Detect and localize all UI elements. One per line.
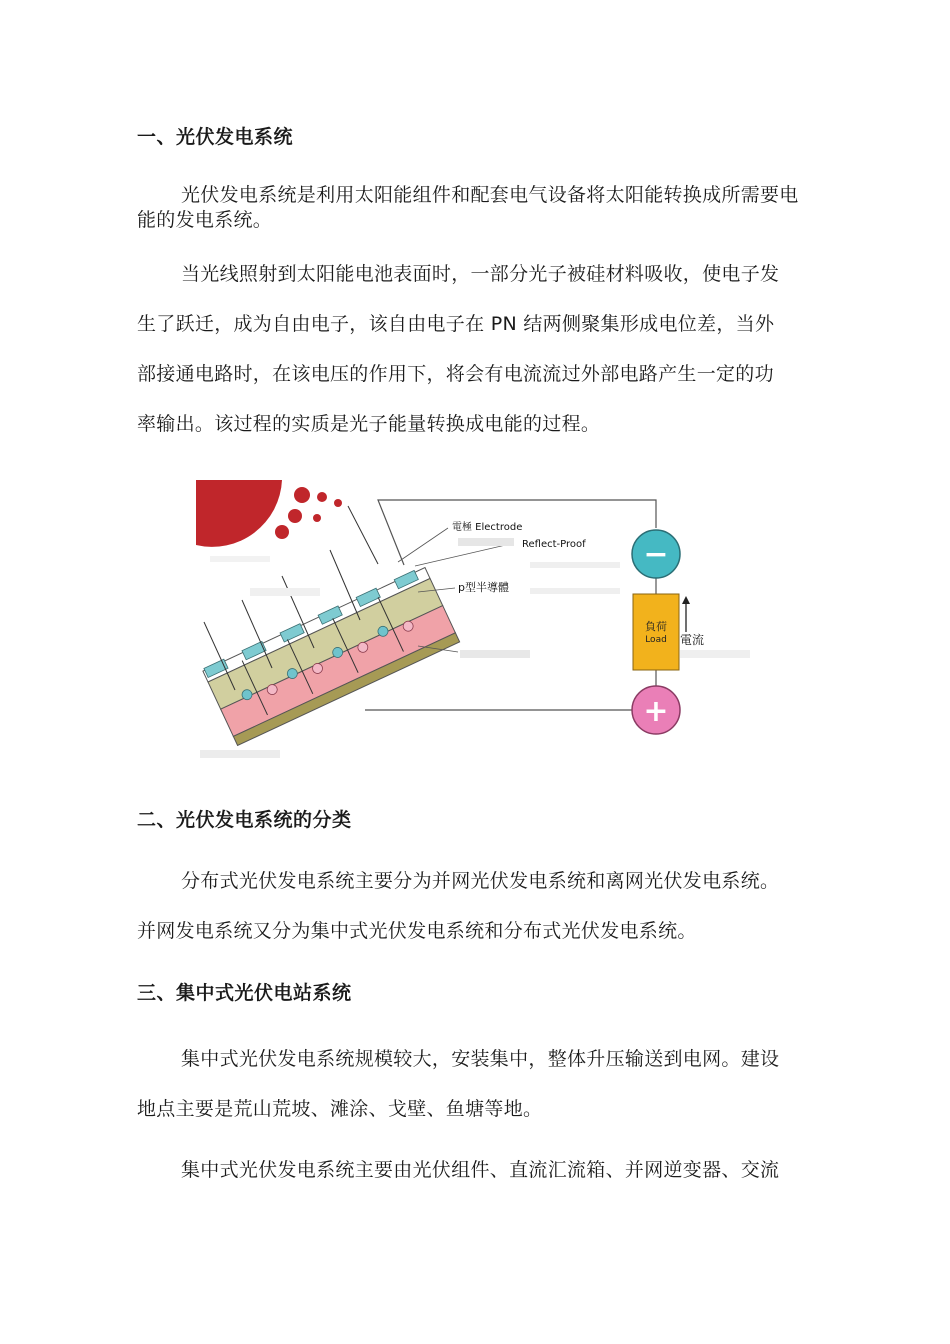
leader-line — [415, 544, 510, 566]
photon-dot — [288, 509, 302, 523]
leader-line — [398, 528, 448, 562]
section2-line1: 分布式光伏发电系统主要分为并网光伏发电系统和离网光伏发电系统。 — [181, 870, 780, 892]
section3-para1-line1: 集中式光伏发电系统规模较大，安装集中，整体升压输送到电网。建设 — [181, 1048, 780, 1070]
minus-symbol: − — [643, 537, 669, 572]
faded-label — [680, 650, 750, 658]
section1-paragraph1: 光伏发电系统是利用太阳能组件和配套电气设备将太阳能转换成所需要电能的发电系统。 — [137, 184, 799, 231]
section3-heading: 三、集中式光伏电站系统 — [137, 982, 352, 1004]
faded-label — [210, 556, 270, 562]
section1-para2-line3: 部接通电路时，在该电压的作用下，将会有电流流过外部电路产生一定的功 — [137, 363, 774, 385]
faded-label — [250, 588, 320, 596]
photon-dot — [317, 492, 327, 502]
faded-label — [530, 562, 620, 568]
photon-dot — [334, 499, 342, 507]
photon-dot — [275, 525, 289, 539]
section3-para1-line2: 地点主要是荒山荒坡、滩涂、戈壁、鱼塘等地。 — [137, 1098, 543, 1120]
plus-symbol: + — [643, 694, 669, 729]
sun-shape — [196, 480, 282, 547]
section2-line2: 并网发电系统又分为集中式光伏发电系统和分布式光伏发电系统。 — [137, 920, 697, 942]
photon-dot — [294, 487, 310, 503]
section1-heading: 一、光伏发电系统 — [137, 126, 294, 148]
label-load-cn: 負荷 — [645, 620, 667, 633]
label-load-en: Load — [645, 635, 667, 645]
label-current: 電流 — [680, 633, 705, 647]
label-reflect-proof: Reflect-Proof — [522, 539, 586, 550]
solar-cell-diagram — [190, 470, 770, 790]
section3-para2-line1: 集中式光伏发电系统主要由光伏组件、直流汇流箱、并网逆变器、交流 — [181, 1159, 780, 1181]
faded-label — [458, 538, 514, 546]
label-electrode: 電極 Electrode — [452, 522, 523, 533]
section1-para2-line1: 当光线照射到太阳能电池表面时，一部分光子被硅材料吸收，使电子发 — [181, 263, 780, 285]
photon-dot — [313, 514, 321, 522]
faded-label — [200, 750, 280, 758]
faded-label — [530, 588, 620, 594]
current-arrow-head — [682, 596, 690, 604]
section1-para2-line4: 率输出。该过程的实质是光子能量转换成电能的过程。 — [137, 413, 601, 435]
cell-stack — [202, 566, 460, 746]
section1-para2-line2: 生了跃迁，成为自由电子，该自由电子在 PN 结两侧聚集形成电位差，当外 — [137, 313, 775, 335]
solar-cell-svg — [190, 470, 770, 790]
label-p-type: p型半導體 — [458, 581, 509, 594]
faded-label — [460, 650, 530, 658]
section2-heading: 二、光伏发电系统的分类 — [137, 809, 352, 831]
